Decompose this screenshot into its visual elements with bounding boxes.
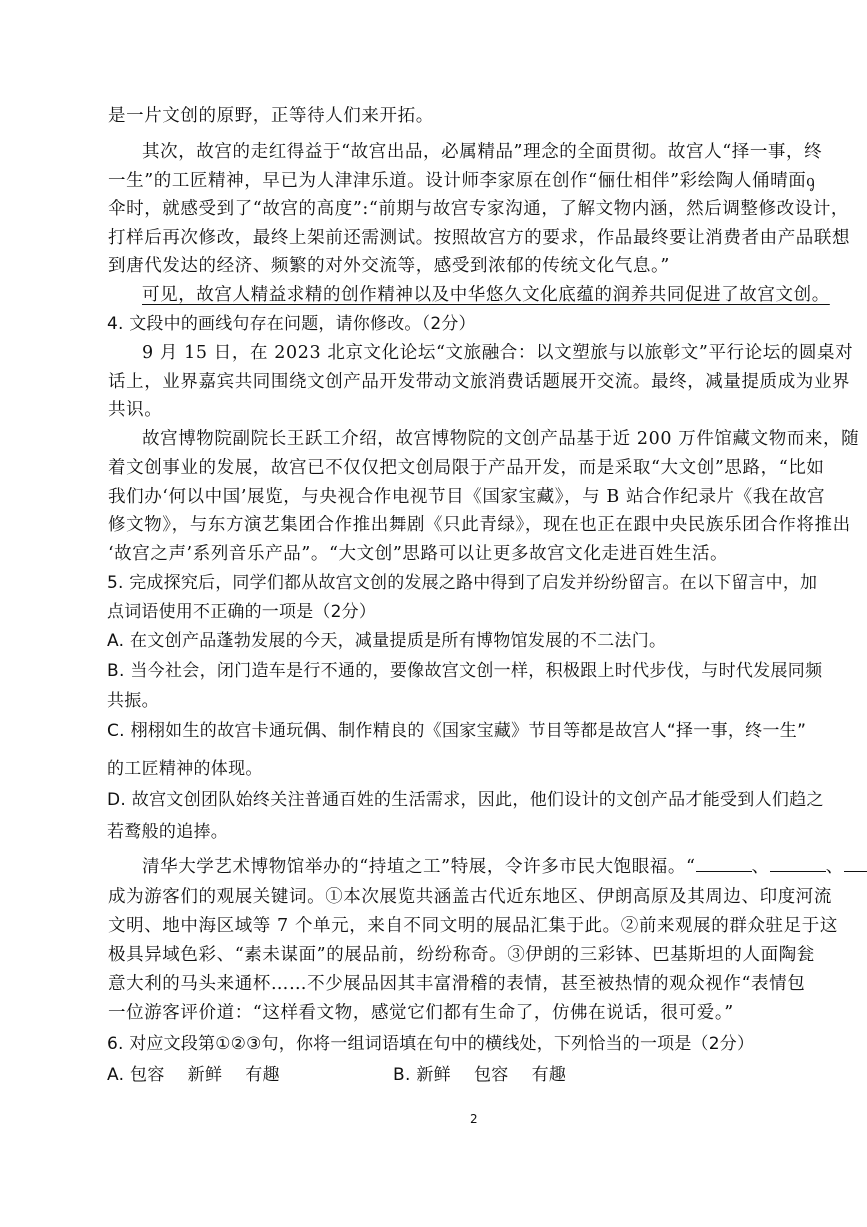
text-line: 着文创事业的发展，故宫已不仅仅把文创局限于产品开发，而是采取“大文创”思路，“比如 [108, 458, 825, 478]
text-line: 文明、地中海区域等 7 个单元，来自不同文明的展品汇集于此。②前来观展的群众驻足于这 [108, 916, 838, 936]
option-c: C. 栩栩如生的故宫卡通玩偶、制作精良的《国家宝藏》节目等都是故宫人“择一事，终一生” [107, 721, 807, 741]
question-6-options [107, 1063, 566, 1087]
text-line: 其次，故宫的走红得益于“故宫出品，必属精品”理念的全面贯彻。故宫人“择一事，终 [142, 142, 823, 162]
text-line: 修文物》，与东方演艺集团合作推出舞剧《只此青绿》，现在也正在跟中央民族乐团合作将推出 [108, 515, 851, 535]
option-c-cont: 的工匠精神的体现。 [107, 759, 263, 779]
question-4: 4. 文段中的画线句存在问题，请你修改。（2分） [107, 314, 476, 334]
text-line: 一生”的工匠精神，早已为人津津乐道。设计师李家原在创作“俪仕相伴”彩绘陶人俑晴面ᧁ [108, 171, 816, 191]
option-a: A. 在文创产品蓬勃发展的今天，减量提质是所有博物馆发展的不二法门。 [107, 631, 667, 651]
text-line: 伞时，就感受到了“故宫的高度”:“前期与故宫专家沟通，了解文物内涵，然后调整修改设计， [108, 199, 850, 219]
text-line: 故宫博物院副院长王跃工介绍，故宫博物院的文创产品基于近 200 万件馆藏文物而来，随 [142, 429, 860, 449]
text-line: 极具异域色彩、“素未谋面”的展品前，纷纷称奇。③伊朗的三彩钵、巴基斯坦的人面陶瓮 [108, 945, 815, 965]
text-line: 我们办‘何以中国’展览，与央视合作电视节目《国家宝藏》，与 B 站合作纪录片《我在故宫 [108, 487, 826, 507]
text-line: 话上，业界嘉宾共同围绕文创产品开发带动文旅消费话题展开交流。最终，减量提质成为业界 [108, 372, 851, 392]
option-b: B. 当今社会，闭门造车是行不通的，要像故宫文创一样，积极跟上时代步伐，与时代发展同频 [107, 661, 823, 681]
separator: 、 [751, 857, 770, 877]
fill-blank [696, 857, 752, 872]
option-d-cont: 若鹜般的追捧。 [107, 822, 229, 842]
option-a: A. 包容 新鲜 有趣 [107, 1065, 280, 1085]
text-line: 是一片文创的原野，正等待人们来开拓。 [108, 106, 434, 126]
separator: 、 [825, 857, 844, 877]
text-line: ‘故宫之声’系列音乐产品”。“大文创”思路可以让更多故宫文化走进百姓生活。 [108, 544, 729, 564]
text-line: 打样后再次修改，最终上架前还需测试。按照故宫方的要求，作品最终要让消费者由产品联想 [108, 228, 851, 248]
text-segment: 清华大学艺术博物馆举办的“持埴之工”特展，令许多市民大饱眼福。“ [142, 857, 696, 877]
question-5-stem: 点词语使用不正确的一项是（2分） [107, 602, 377, 622]
text-line: 到唐代发达的经济、频繁的对外交流等，感受到浓郁的传统文化气息。” [108, 256, 670, 276]
option-b-cont: 共振。 [107, 691, 159, 711]
question-5-stem: 5. 完成探究后，同学们都从故宫文创的发展之路中得到了启发并纷纷留言。在以下留言中，加 [107, 573, 818, 593]
fill-blank [844, 857, 867, 872]
fill-blank [770, 857, 826, 872]
text-line-with-blanks [142, 855, 867, 879]
text-line: 9 月 15 日，在 2023 北京文化论坛“文旅融合：以文塑旅与以旅彰文”平行论坛的圆桌对 [142, 343, 854, 363]
text-line: 成为游客们的观展关键词。①本次展览共涵盖古代近东地区、伊朗高原及其周边、印度河流 [108, 887, 832, 907]
question-6-stem: 6. 对应文段第①②③句，你将一组词语填在句中的横线处，下列恰当的一项是（2分） [107, 1034, 755, 1054]
option-b: B. 新鲜 包容 有趣 [393, 1065, 567, 1085]
text-line: 一位游客评价道：“这样看文物，感觉它们都有生命了，仿佛在说话，很可爱。” [108, 1003, 734, 1023]
text-line: 共识。 [108, 400, 163, 420]
underlined-sentence: 可见，故宫人精益求精的创作精神以及中华悠久文化底蕴的润养共同促进了故宫文创。 [142, 285, 830, 305]
text-line: 意大利的马头来通杯……不少展品因其丰富滑稽的表情，甚至被热情的观众视作“表情包 [108, 974, 806, 994]
option-d: D. 故宫文创团队始终关注普通百姓的生活需求，因此，他们设计的文创产品才能受到人们趋之 [107, 790, 824, 810]
page-number: 2 [470, 1112, 478, 1126]
